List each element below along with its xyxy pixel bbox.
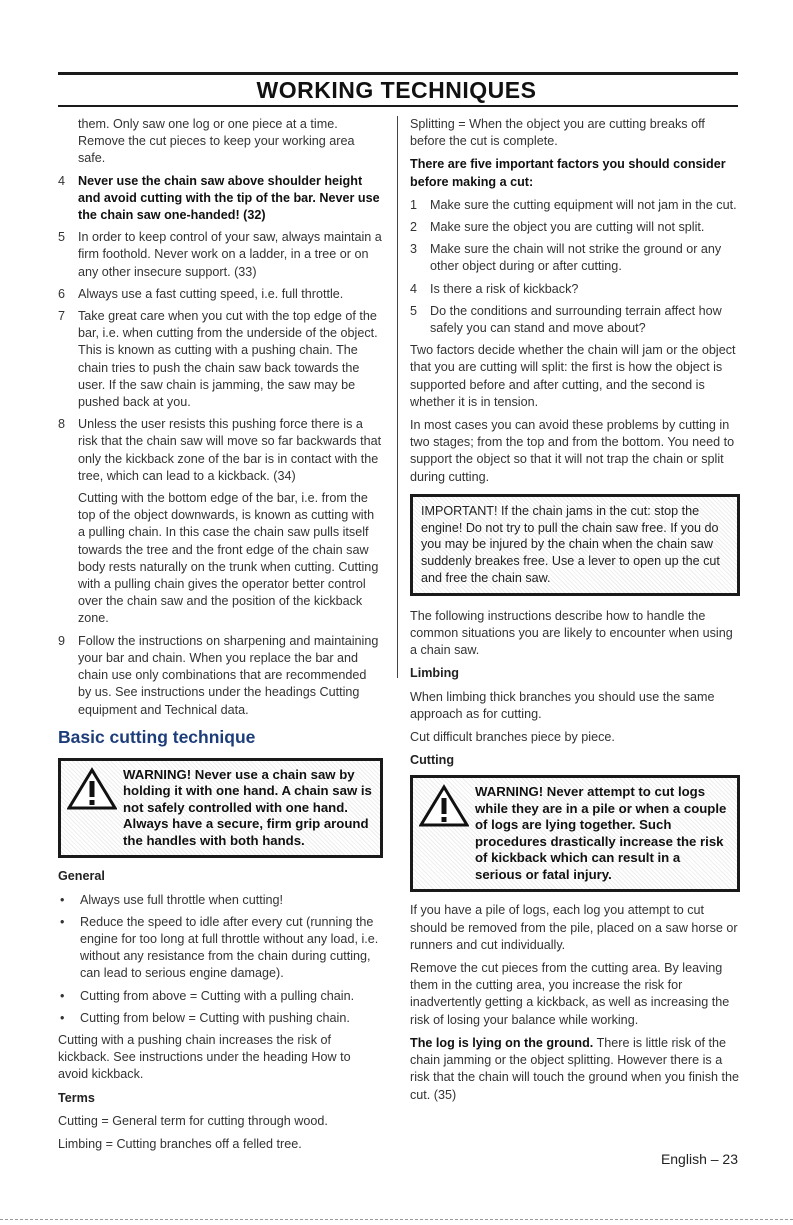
- general-heading: General: [58, 869, 105, 884]
- item-text: Unless the user resists this pushing force there is a risk that the chain saw will move so far backwards that only the kickback zone of the bar is in contact with the tree, which can lead to a kickback. (34): [78, 417, 382, 483]
- bullet-item: [58, 1010, 383, 1027]
- ground-rest: There is little risk of the chain jamming or the object splitting. However there is a risk that the chain will touch the ground when you finish the cut. (35): [410, 1035, 740, 1102]
- factor-item: [410, 197, 740, 214]
- item-text: Take great care when you cut with the top edge of the bar, i.e. when cutting from the underside of the object. This is known as cutting with a pushing chain. The chain tries to push the chain saw back towards the user. If the saw chain is jamming, the saw may be pushed back at you.: [78, 309, 378, 410]
- factor-item: [410, 219, 740, 236]
- item-text: Always use a fast cutting speed, i.e. full throttle.: [78, 286, 344, 301]
- pushing-note: Cutting with a pushing chain increases the risk of kickback. See instructions under the heading How to avoid kickback.: [58, 1033, 351, 1082]
- term-cutting: Cutting = General term for cutting through wood.: [58, 1113, 328, 1128]
- item-number: 8: [58, 417, 66, 432]
- list-item: [58, 416, 383, 485]
- intro-text: them. Only saw one log or one piece at a time. Remove the cut pieces to keep your working area safe.: [78, 117, 355, 166]
- right-column: [410, 116, 740, 1110]
- factor-item: [410, 281, 740, 298]
- item-number: 9: [58, 633, 66, 648]
- bullet-text: Always use full throttle when cutting!: [80, 892, 284, 907]
- bullet-text: Cutting from above = Cutting with a pulling chain.: [80, 988, 355, 1003]
- header-rule-top: [58, 72, 738, 75]
- important-box: IMPORTANT! If the chain jams in the cut: stop the engine! Do not try to pull the chain saw free. If you do you may be injured by the chain when the chain saw suddenly breakes free. Use a lever to open up the cut and free the chain saw.: [410, 494, 740, 596]
- factor-number: 4: [410, 281, 418, 296]
- limbing-text-2: Cut difficult branches piece by piece.: [410, 730, 615, 745]
- warning-triangle-icon: [67, 767, 117, 811]
- item-text: Never use the chain saw above shoulder height and avoid cutting with the tip of the bar. Never use the chain saw one-handed! (32): [78, 173, 380, 223]
- factor-text: Make sure the object you are cutting will not split.: [430, 220, 705, 235]
- two-factors-text: Two factors decide whether the chain will jam or the object that you are cutting will split: the first is how the object is supported before and after cutting, and the second is whether it is in tension.: [410, 343, 736, 409]
- factor-text: Do the conditions and surrounding terrain affect how safely you can stand and move about?: [430, 303, 722, 336]
- item-8-extra-text: Cutting with the bottom edge of the bar, i.e. from the top of the object downwards, is known as cutting with a pulling chain. In this case the chain saw pulls itself towards the tree and the front edge of the chain saw body rests naturally on the trunk when cutting. Cutting with a pulling chain gives the operator better control over the chain saw and the position of the kickback zone.: [78, 491, 379, 626]
- remove-text: Remove the cut pieces from the cutting area. By leaving them in the cutting area, you increase the risk for inadvertently getting a kickback, as well as increasing the risk of losing your balance while working.: [410, 961, 730, 1027]
- bullet-dot-icon: •: [60, 1010, 65, 1025]
- factor-text: Is there a risk of kickback?: [430, 281, 579, 296]
- splitting-text: Splitting = When the object you are cutting breaks off before the cut is complete.: [410, 117, 705, 149]
- list-item: [58, 173, 383, 225]
- bullet-item: [58, 892, 383, 909]
- list-item: [58, 286, 383, 303]
- bullet-text: Reduce the speed to idle after every cut (running the engine for too long at full throttle without any load, i.e. without any resistance from the chain during cutting, can lead to serious engine damage).: [80, 914, 379, 981]
- ground-bold: The log is lying on the ground.: [410, 1035, 594, 1050]
- warning-triangle-icon: [419, 784, 469, 828]
- bullet-dot-icon: •: [60, 914, 65, 929]
- page-number: English – 23: [660, 1151, 738, 1167]
- section-title: Basic cutting technique: [58, 726, 256, 747]
- warning-box-2: [410, 775, 740, 892]
- item-number: 5: [58, 230, 66, 245]
- factor-number: 1: [410, 197, 418, 212]
- page-title: WORKING TECHNIQUES: [256, 77, 537, 103]
- warning-text: WARNING! Never use a chain saw by holding it with one hand. A chain saw is not safely controlled with one hand. Always have a secure, firm grip around the handles with both hands.: [123, 766, 372, 848]
- list-item: [58, 633, 383, 719]
- terms-heading: Terms: [58, 1090, 95, 1105]
- factor-item: [410, 241, 740, 275]
- item-number: 4: [58, 173, 66, 188]
- pile-text: If you have a pile of logs, each log you attempt to cut should be removed from the pile, placed on a saw horse or runners and cut individually.: [410, 903, 738, 952]
- item-text: In order to keep control of your saw, always maintain a firm foothold. Never work on a ladder, in a tree or on any other insecure support. (33): [78, 230, 382, 279]
- ground-text: [410, 1035, 740, 1104]
- bullet-text: Cutting from below = Cutting with pushing chain.: [80, 1010, 350, 1025]
- item-number: 7: [58, 309, 66, 324]
- factor-text: Make sure the cutting equipment will not jam in the cut.: [430, 197, 737, 212]
- cutting-heading: Cutting: [410, 753, 455, 768]
- bullet-item: [58, 988, 383, 1005]
- most-cases-text: In most cases you can avoid these problems by cutting in two stages; from the top and from the bottom. You need to support the object so that it will not trap the chain or split during cutting.: [410, 418, 735, 484]
- factor-item: [410, 303, 740, 337]
- list-item: [58, 308, 383, 411]
- limbing-heading: Limbing: [410, 666, 459, 681]
- factor-number: 3: [410, 242, 418, 257]
- warning-text-2: WARNING! Never attempt to cut logs while they are in a pile or when a couple of logs are lying together. Such procedures drastically increase the risk of kickback which can result in a serious or fatal injury.: [475, 784, 727, 882]
- limbing-text: When limbing thick branches you should use the same approach as for cutting.: [410, 689, 715, 721]
- item-number: 6: [58, 286, 66, 301]
- bottom-edge-rule: [0, 1219, 793, 1221]
- left-column: [58, 116, 383, 1159]
- bullet-dot-icon: •: [60, 988, 65, 1003]
- header-rule-bottom: [58, 105, 738, 107]
- warning-box: [58, 758, 383, 859]
- following-text: The following instructions describe how to handle the common situations you are likely to encounter when using a chain saw.: [410, 608, 733, 658]
- factor-text: Make sure the chain will not strike the ground or any other object during or after cutting.: [430, 242, 722, 274]
- term-limbing: Limbing = Cutting branches off a felled tree.: [58, 1137, 302, 1152]
- factors-heading: There are five important factors you should consider before making a cut:: [410, 157, 726, 189]
- item-text: Follow the instructions on sharpening and maintaining your bar and chain. When you replace the bar and chain use only combinations that are recommended by us. See instructions under the headings Cutting equipment and Technical data.: [78, 633, 379, 717]
- list-item: [58, 229, 383, 281]
- column-divider: [397, 116, 398, 678]
- factor-number: 5: [410, 303, 418, 318]
- bullet-item: [58, 914, 383, 983]
- factor-number: 2: [410, 220, 418, 235]
- bullet-dot-icon: •: [60, 892, 65, 907]
